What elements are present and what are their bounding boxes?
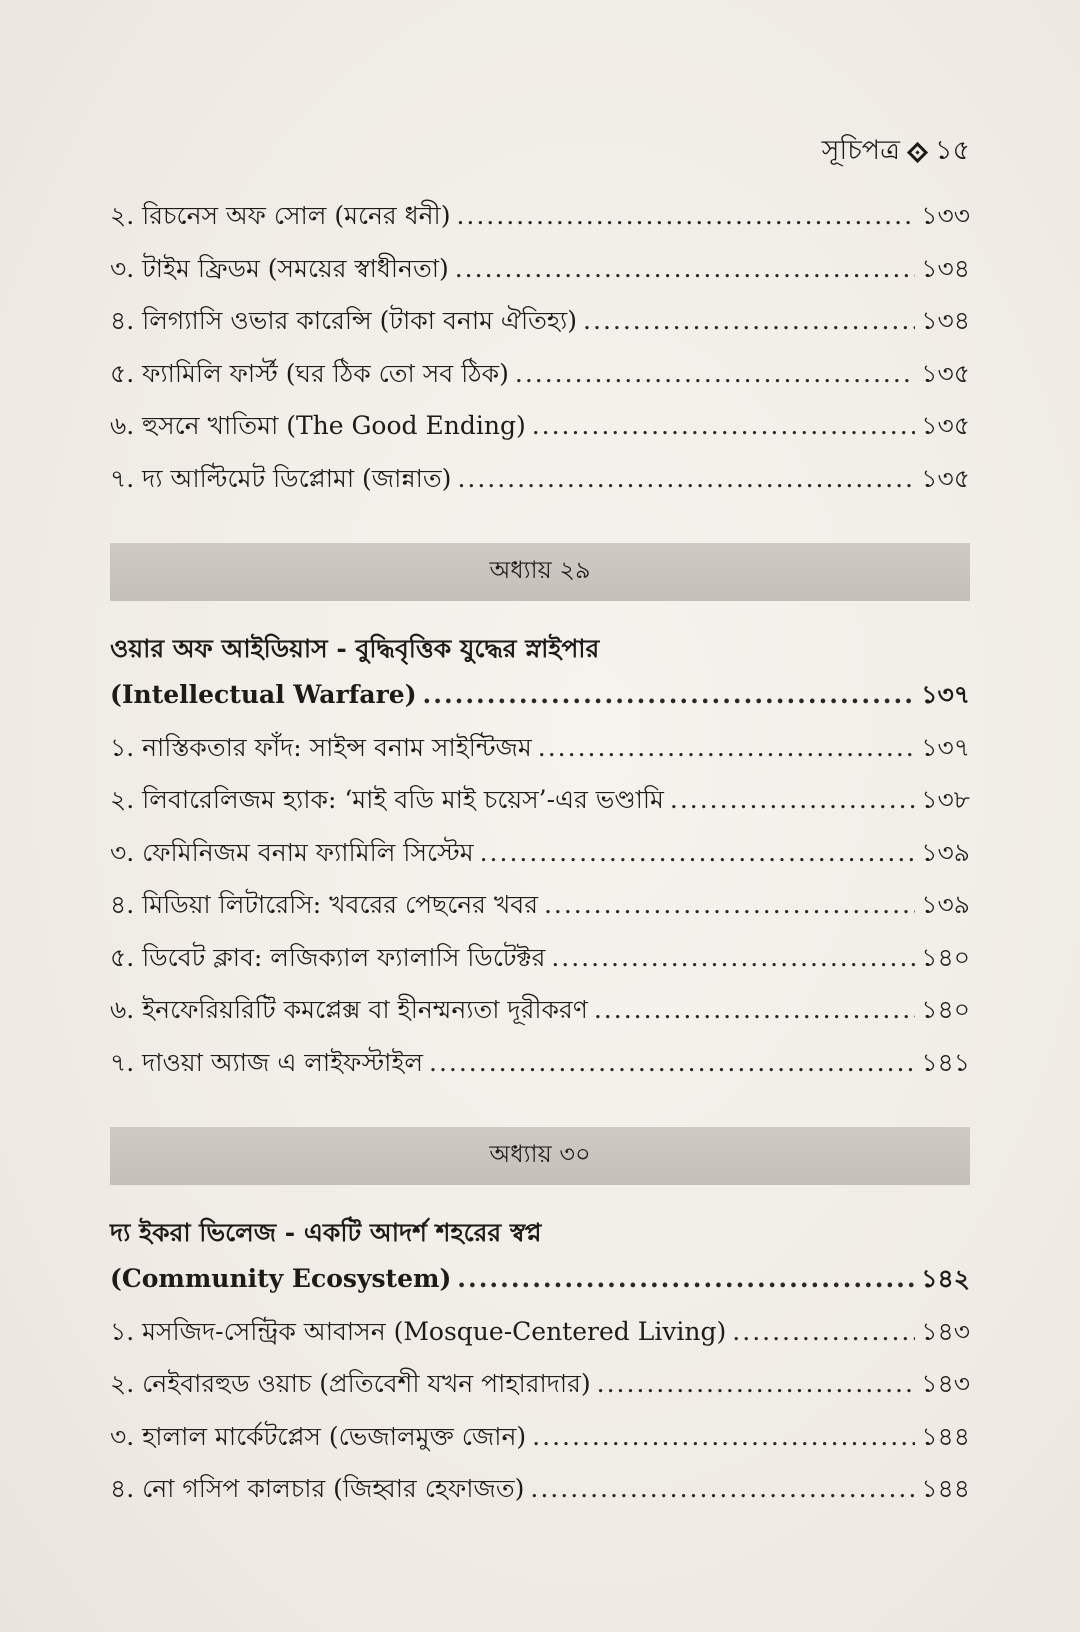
entry-text: ১. নাস্তিকতার ফাঁদ: সাইন্স বনাম সাইন্টিজম xyxy=(110,732,532,762)
chapter-subtitle: (Community Ecosystem) xyxy=(110,1264,452,1293)
entry-page: ১৪৪ xyxy=(921,1421,970,1451)
leader-dots xyxy=(732,1317,915,1346)
toc-entry xyxy=(110,833,970,886)
chapter-30-entries xyxy=(110,1312,970,1522)
toc-entry xyxy=(110,1417,970,1470)
chapter-subtitle: (Intellectual Warfare) xyxy=(110,680,417,709)
leader-dots xyxy=(532,411,916,440)
chapter-subtitle-entry xyxy=(110,1259,970,1312)
toc-entry xyxy=(110,1043,970,1096)
entry-page: ১৩৫ xyxy=(921,358,970,388)
toc-entry xyxy=(110,780,970,833)
diamond-icon xyxy=(907,142,928,163)
section-top xyxy=(110,196,970,511)
leader-dots xyxy=(457,464,915,493)
entry-text: ৭. দাওয়া অ্যাজ এ লাইফস্টাইল xyxy=(110,1047,424,1077)
entry-page: ১৩৫ xyxy=(921,411,970,440)
leader-dots xyxy=(551,943,915,972)
entry-text: ২. রিচনেস অফ সোল (মনের ধনী) xyxy=(110,201,451,230)
entry-page: ১৪৩ xyxy=(921,1369,970,1398)
header-page-number: ১৫ xyxy=(934,135,970,166)
chapter-subtitle-entry xyxy=(110,675,970,728)
chapter-29-entries xyxy=(110,728,970,1096)
table-of-contents xyxy=(110,196,970,1522)
leader-dots xyxy=(670,785,915,814)
entry-page: ১৪৩ xyxy=(921,1316,970,1346)
chapter-title: ওয়ার অফ আইডিয়াস - বুদ্ধিবৃত্তিক যুদ্ধের স্নাইপার xyxy=(110,634,600,663)
leader-dots xyxy=(455,254,916,283)
running-header xyxy=(822,130,970,175)
toc-entry xyxy=(110,1312,970,1365)
toc-entry xyxy=(110,728,970,781)
entry-text: ২. লিবারেলিজম হ্যাক: ‘মাই বডি মাই চয়েস’-এর ভণ্ডামি xyxy=(110,785,664,814)
leader-dots xyxy=(429,1048,915,1077)
entry-text: ৬. হুসনে খাতিমা (The Good Ending) xyxy=(110,411,526,440)
entry-page: ১৩৭ xyxy=(921,680,970,709)
entry-page: ১৩৫ xyxy=(921,463,970,493)
leader-dots xyxy=(530,1474,915,1503)
entry-text: ৫. ডিবেট ক্লাব: লজিক্যাল ফ্যালাসি ডিটেক্টর xyxy=(110,942,546,972)
entry-text: ২. নেইবারহুড ওয়াচ (প্রতিবেশী যখন পাহারাদার) xyxy=(110,1369,591,1398)
entry-page: ১৪২ xyxy=(921,1264,970,1293)
chapter-title: দ্য ইকরা ভিলেজ - একটি আদর্শ শহরের স্বপ্ন xyxy=(110,1218,542,1247)
entry-page: ১৪০ xyxy=(921,995,970,1024)
entry-page: ১৩৯ xyxy=(921,837,970,867)
entry-text: ৪. লিগ্যাসি ওভার কারেন্সি (টাকা বনাম ঐতিহ্য) xyxy=(110,306,578,335)
entry-page: ১৩৮ xyxy=(921,785,970,814)
leader-dots xyxy=(515,359,915,388)
entry-page: ১৪১ xyxy=(921,1047,970,1077)
toc-entry xyxy=(110,1364,970,1417)
leader-dots xyxy=(597,1369,916,1398)
toc-entry xyxy=(110,459,970,512)
toc-entry xyxy=(110,196,970,249)
leader-dots xyxy=(538,733,915,762)
entry-text: ৪. নো গসিপ কালচার (জিহ্বার হেফাজত) xyxy=(110,1474,525,1503)
leader-dots xyxy=(583,306,915,335)
leader-dots xyxy=(456,201,915,230)
entry-text: ৩. টাইম ফ্রিডম (সময়ের স্বাধীনতা) xyxy=(110,253,449,283)
toc-entry xyxy=(110,354,970,407)
entry-text: ৫. ফ্যামিলি ফার্স্ট (ঘর ঠিক তো সব ঠিক) xyxy=(110,358,509,388)
leader-dots xyxy=(423,680,916,709)
leader-dots xyxy=(480,838,916,867)
entry-text: ৬. ইনফেরিয়রিটি কমপ্লেক্স বা হীনম্মন্যতা দূরীকরণ xyxy=(110,995,588,1024)
toc-entry xyxy=(110,301,970,354)
entry-page: ১৩৪ xyxy=(921,306,970,335)
entry-page: ১৪০ xyxy=(921,942,970,972)
leader-dots xyxy=(532,1422,915,1451)
entry-page: ১৩৭ xyxy=(921,732,970,762)
toc-entry xyxy=(110,990,970,1043)
entry-text: ৭. দ্য আল্টিমেট ডিপ্লোমা (জান্নাত) xyxy=(110,463,452,493)
entry-text: ৩. হালাল মার্কেটপ্লেস (ভেজালমুক্ত জোন) xyxy=(110,1421,527,1451)
toc-entry xyxy=(110,1469,970,1522)
entry-page: ১৩৩ xyxy=(921,201,970,230)
chapter-label: অধ্যায় ২৯ xyxy=(489,556,591,584)
chapter-heading-bar xyxy=(110,1127,970,1185)
toc-entry xyxy=(110,938,970,991)
leader-dots xyxy=(544,890,915,919)
entry-text: ৩. ফেমিনিজম বনাম ফ্যামিলি সিস্টেম xyxy=(110,837,474,867)
entry-page: ১৩৯ xyxy=(921,890,970,919)
chapter-label: অধ্যায় ৩০ xyxy=(489,1140,591,1168)
toc-entry xyxy=(110,885,970,938)
entry-text: ৪. মিডিয়া লিটারেসি: খবরের পেছনের খবর xyxy=(110,890,538,919)
entry-page: ১৪৪ xyxy=(921,1474,970,1503)
entry-text: ১. মসজিদ-সেন্ট্রিক আবাসন (Mosque-Centered Living) xyxy=(110,1316,727,1346)
leader-dots xyxy=(594,995,915,1024)
toc-entry xyxy=(110,249,970,302)
toc-entry xyxy=(110,406,970,459)
entry-page: ১৩৪ xyxy=(921,253,970,283)
chapter-heading-bar xyxy=(110,543,970,601)
header-title: সূচিপত্র xyxy=(821,135,900,166)
leader-dots xyxy=(457,1264,915,1293)
